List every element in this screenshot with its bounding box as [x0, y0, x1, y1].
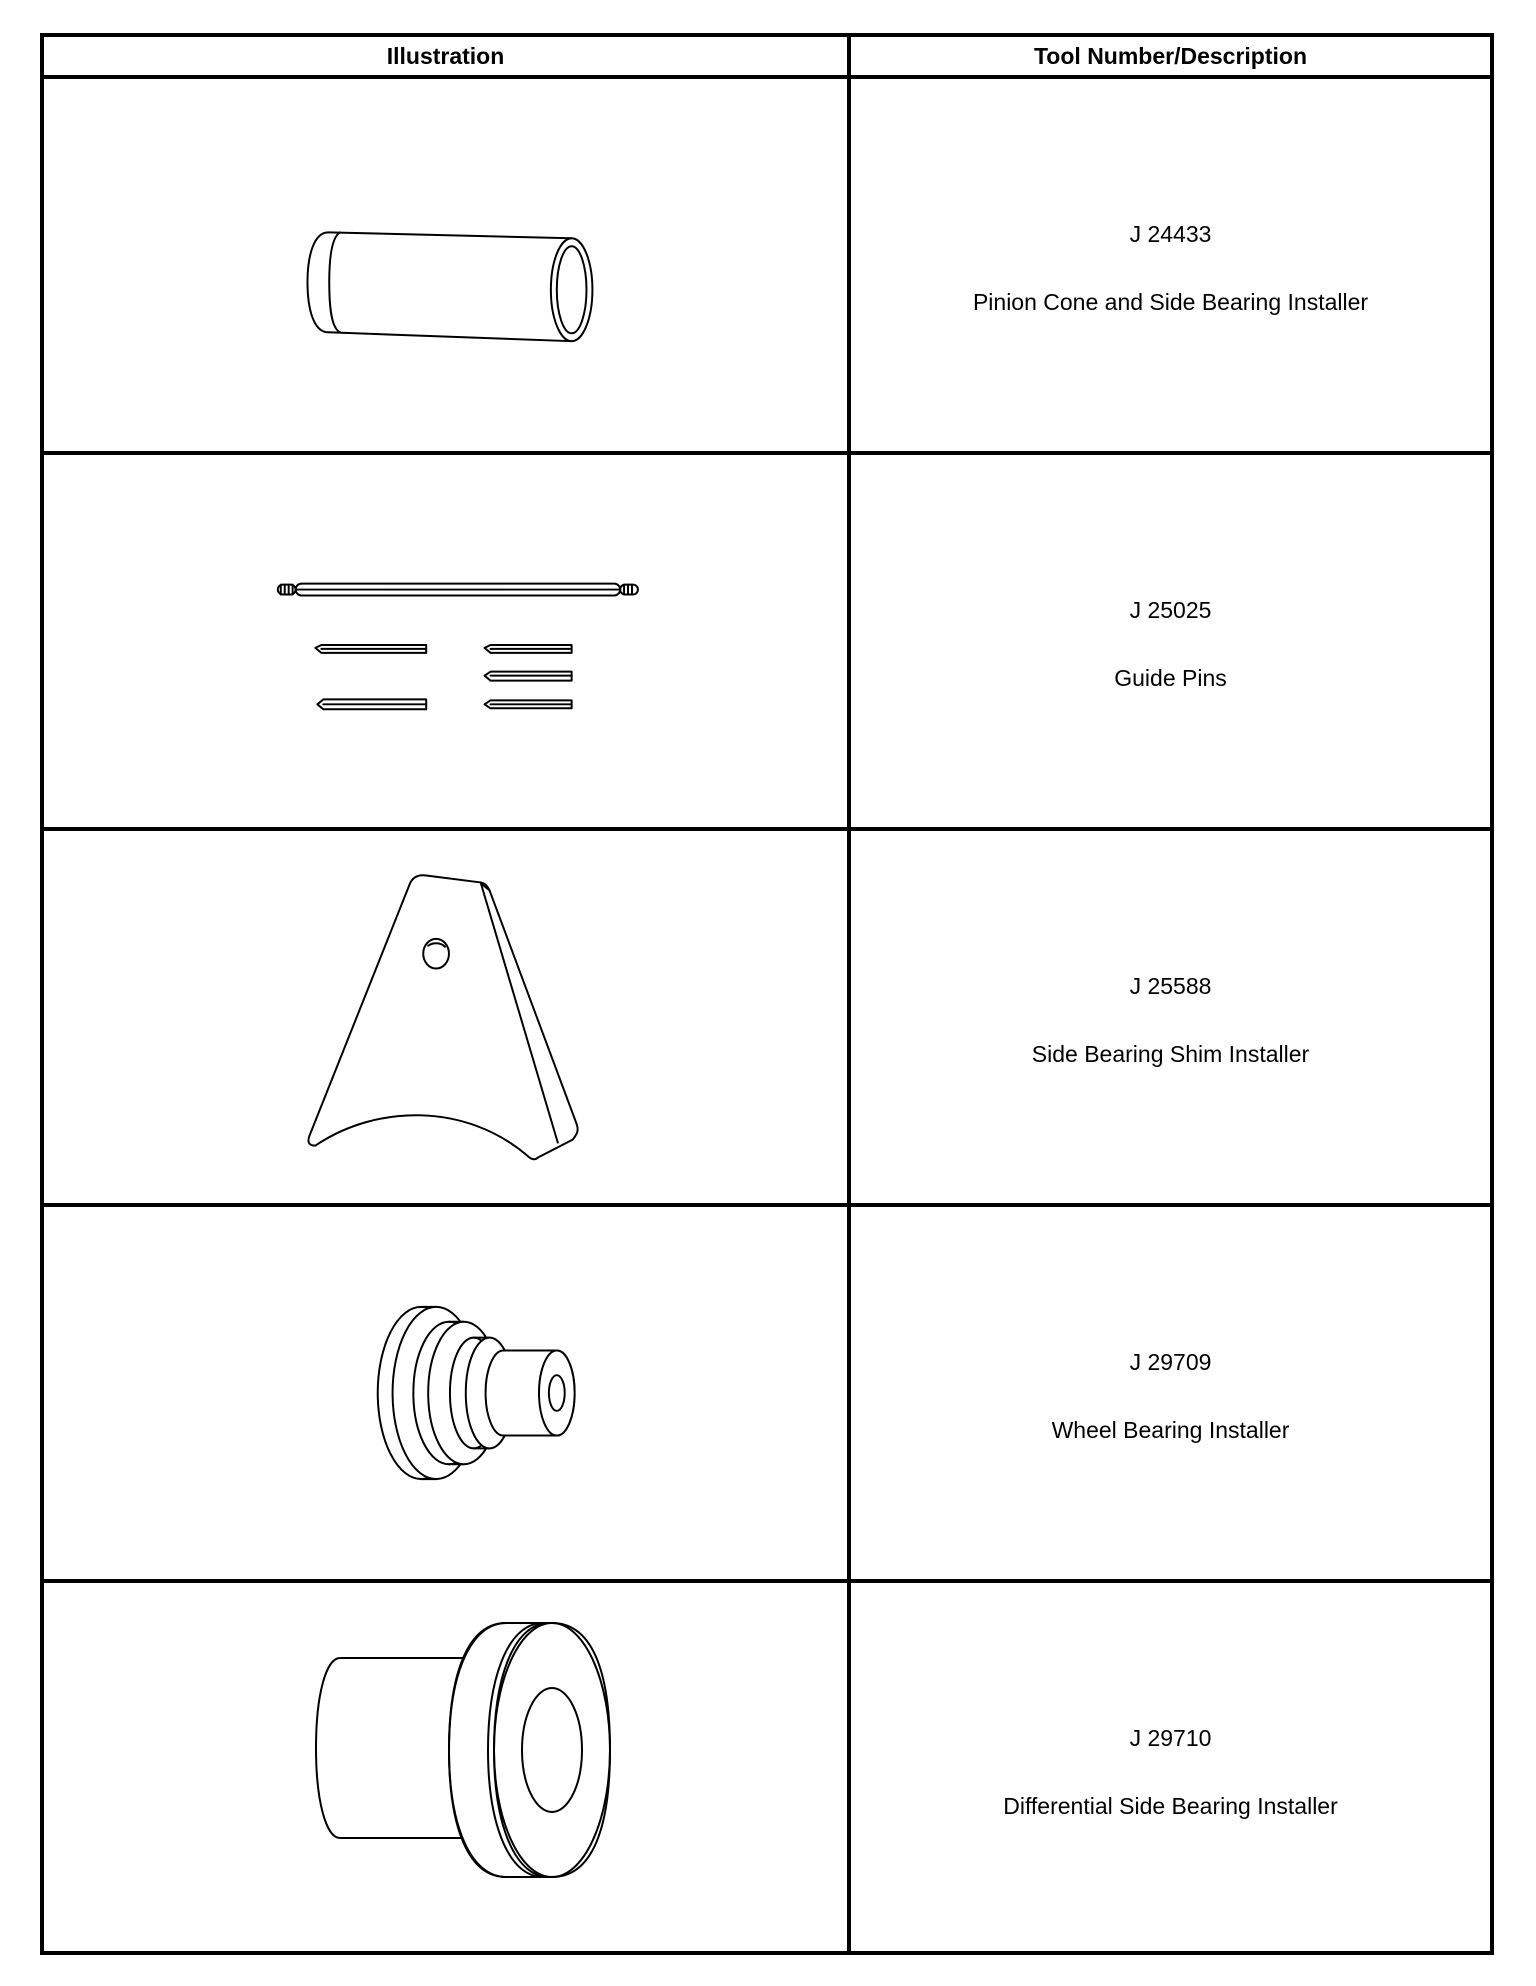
description-cell: [851, 455, 1490, 827]
tool-number: J 25588: [1129, 973, 1212, 999]
description-cell: [851, 1583, 1490, 1955]
table-row: [44, 1583, 1490, 1955]
table-row: [44, 79, 1490, 455]
shim-installer-icon: [44, 831, 847, 1203]
guide-pins-icon: [44, 455, 847, 827]
tool-description: Pinion Cone and Side Bearing Installer: [972, 289, 1369, 315]
header-tool-description: Tool Number/Description: [1033, 43, 1308, 69]
tool-description: Side Bearing Shim Installer: [1031, 1041, 1310, 1067]
tool-number: J 25025: [1129, 597, 1212, 623]
description-cell: [851, 831, 1490, 1203]
wheel-bearing-installer-icon: [44, 1207, 847, 1579]
tool-number: J 29710: [1129, 1725, 1212, 1751]
table-row: [44, 455, 1490, 831]
illustration-cell: [44, 79, 847, 451]
description-cell: [851, 1207, 1490, 1579]
table-row: [44, 1207, 1490, 1583]
table-row: [44, 831, 1490, 1207]
illustration-cell: [44, 1207, 847, 1579]
tool-number: J 29709: [1129, 1349, 1212, 1375]
illustration-cell: [44, 831, 847, 1203]
table-header-row: [44, 37, 1490, 79]
illustration-cell: [44, 455, 847, 827]
tube-installer-icon: [44, 79, 847, 451]
tool-description: Differential Side Bearing Installer: [1003, 1793, 1338, 1819]
tool-description: Wheel Bearing Installer: [1051, 1417, 1290, 1443]
header-illustration: Illustration: [386, 43, 505, 69]
differential-bearing-installer-icon: [44, 1583, 847, 1955]
tool-description: Guide Pins: [1114, 665, 1227, 691]
tool-table: [40, 33, 1494, 1955]
tool-number: J 24433: [1129, 221, 1212, 247]
illustration-cell: [44, 1583, 847, 1955]
description-cell: [851, 79, 1490, 451]
